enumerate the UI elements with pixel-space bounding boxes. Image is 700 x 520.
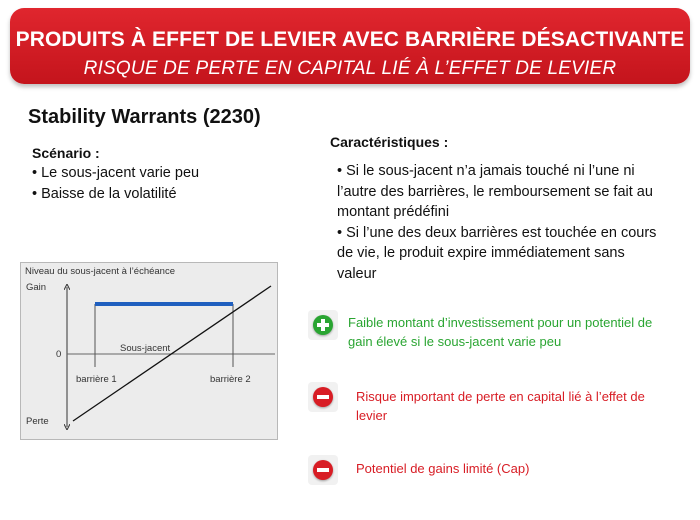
characteristics-line: • Si le sous-jacent n’a jamais touché ni l’une ni (337, 163, 635, 179)
characteristics-line: • Si l’une des deux barrières est touchée en cours (337, 224, 657, 241)
characteristics-line: l’autre des barrières, le remboursement se fait au (337, 183, 653, 200)
characteristics-list (337, 161, 697, 284)
payoff-chart-svg (21, 263, 279, 441)
plus-icon (308, 310, 338, 340)
barrier-2-label: barrière 2 (210, 374, 251, 385)
scenario-item: • Baisse de la volatilité (32, 186, 177, 202)
product-title: Stability Warrants (2230) (28, 106, 261, 128)
characteristics-line: valeur (337, 265, 377, 282)
header-banner (10, 8, 690, 84)
scenario-heading: Scénario : (32, 145, 100, 161)
scenario-item: • Le sous-jacent varie peu (32, 165, 200, 181)
characteristics-heading: Caractéristiques : (330, 134, 449, 150)
characteristics-line: montant prédéfini (337, 204, 450, 220)
risk-line: Risque important de perte en capital lié à l’effet de (356, 389, 645, 404)
plus-icon-circle (313, 315, 333, 335)
cap-text (356, 459, 696, 478)
underlying-label: Sous-jacent (120, 343, 171, 354)
banner-subtitle: RISQUE DE PERTE EN CAPITAL LIÉ À L’EFFET DE LEVIER (83, 58, 617, 79)
minus-icon-circle (313, 460, 333, 480)
gain-label: Gain (26, 282, 47, 293)
loss-label: Perte (26, 416, 49, 427)
minus-icon-circle (313, 387, 333, 407)
payoff-chart (20, 262, 278, 440)
chart-title: Niveau du sous-jacent à l’échéance (25, 266, 175, 277)
minus-icon (308, 382, 338, 412)
risk-text (356, 387, 696, 425)
advantage-line: gain élevé si le sous-jacent varie peu (348, 334, 562, 349)
advantage-text (348, 313, 698, 351)
scenario-list (32, 163, 199, 205)
banner-title: PRODUITS À EFFET DE LEVIER AVEC BARRIÈRE DÉSACTIVANTE (15, 28, 685, 51)
minus-icon (308, 455, 338, 485)
barrier-1-label: barrière 1 (76, 374, 117, 385)
zero-label: 0 (56, 349, 62, 360)
characteristics-line: de vie, le produit expire immédiatement sans (337, 245, 625, 261)
cap-line: Potentiel de gains limité (Cap) (356, 461, 530, 476)
risk-line: levier (356, 408, 388, 423)
advantage-line: Faible montant d’investissement pour un potentiel de (348, 315, 653, 330)
